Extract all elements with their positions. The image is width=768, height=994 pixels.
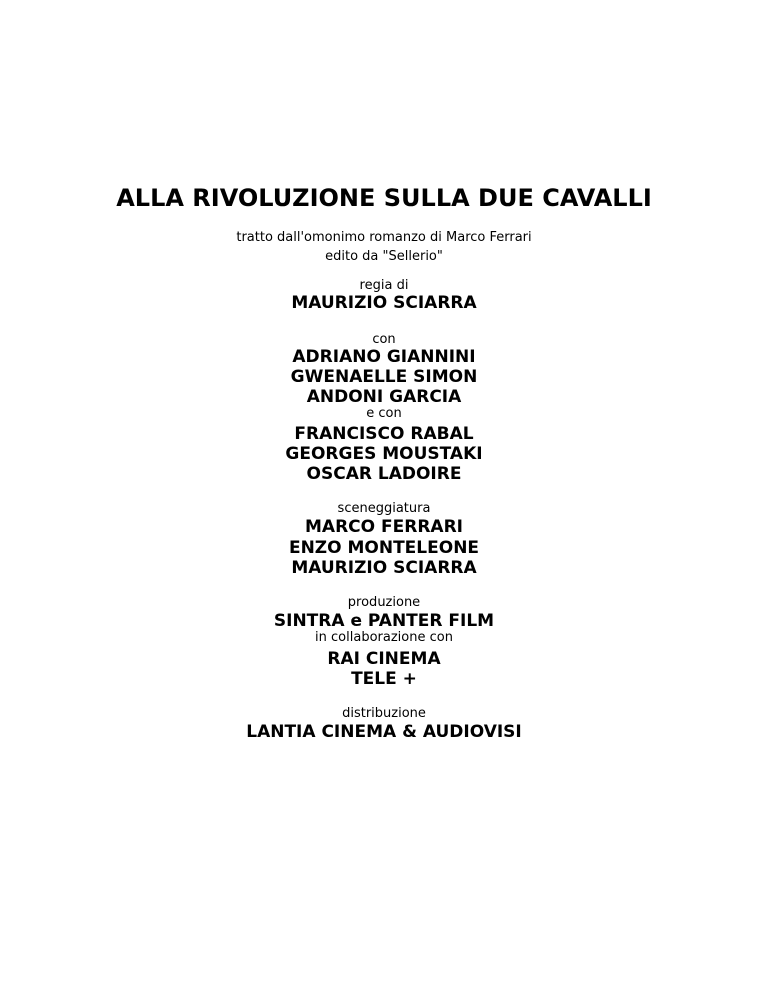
screenwriter-name: MAURIZIO SCIARRA: [291, 558, 477, 578]
collaboration-label: in collaborazione con: [315, 630, 453, 645]
source-publisher-line: edito da "Sellerio": [325, 249, 443, 264]
also-cast-label: e con: [366, 406, 402, 421]
cast-label: con: [372, 332, 396, 347]
also-cast-member: GEORGES MOUSTAKI: [285, 444, 483, 464]
also-cast-member: FRANCISCO RABAL: [294, 424, 474, 444]
production-label: produzione: [347, 595, 421, 610]
distributor-name: LANTIA CINEMA & AUDIOVISI: [246, 722, 522, 742]
film-title: ALLA RIVOLUZIONE SULLA DUE CAVALLI: [116, 184, 652, 212]
screenwriter-name: ENZO MONTELEONE: [288, 538, 480, 558]
screenplay-label: sceneggiatura: [337, 501, 431, 516]
cast-member: GWENAELLE SIMON: [290, 367, 478, 387]
director-name: MAURIZIO SCIARRA: [291, 293, 477, 313]
cast-member: ADRIANO GIANNINI: [292, 347, 476, 367]
screenwriter-name: MARCO FERRARI: [305, 517, 463, 537]
cast-member: ANDONI GARCIA: [306, 387, 462, 407]
distribution-label: distribuzione: [342, 706, 426, 721]
collaborator-name: TELE +: [351, 669, 417, 689]
source-novel-line: tratto dall'omonimo romanzo di Marco Ferrari: [236, 230, 532, 245]
direction-label: regia di: [359, 278, 409, 293]
production-company: SINTRA e PANTER FILM: [273, 611, 495, 631]
also-cast-member: OSCAR LADOIRE: [306, 464, 462, 484]
collaborator-name: RAI CINEMA: [327, 649, 441, 669]
